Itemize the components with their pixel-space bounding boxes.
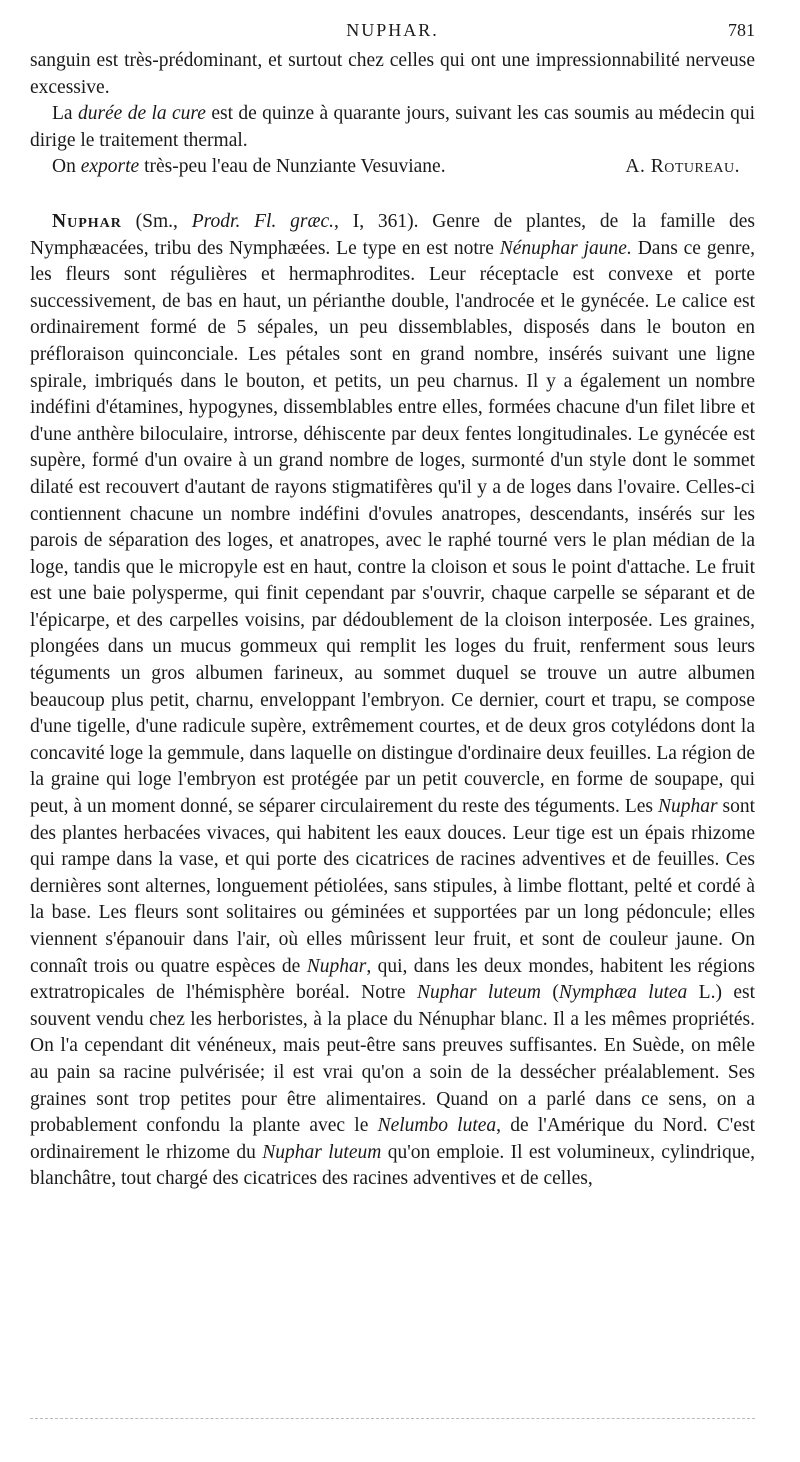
page-bottom-divider	[30, 1418, 755, 1419]
italic-text: Nuphar	[657, 796, 718, 818]
italic-text: Nénuphar jaune.	[499, 237, 632, 259]
text: Dans ce genre, les fleurs sont régulières et hermaphrodites. Leur réceptacle est convexe et porte successivement, de bas en haut, un périanthe double, l'androcée et le gynécée. Le calice est ordinairement formé de 5 sépales, un peu dissemblables, disposés dans le bouton en préfloraison quinconciale. Les pétales sont en grand nombre, insérés suivant une ligne spirale, imbriqués dans le bouton, et petits, un peu charnus. Il y a également un nombre indéfini d'étamines, hypogynes, dissemblables entre elles, formées chacune d'un filet libre et d'une anthère biloculaire, introrse, déhiscente par deux fentes longitudinales. Le gynécée est supère, formé d'un ovaire à un grand nombre de loges, surmonté d'un style dont le sommet dilaté est recouvert d'autant de rayons stigmatifères qu'il y a de loges dans l'ovaire. Celles-ci contiennent chacune un nombre indéfini d'ovules anatropes, descendants, insérés sur les parois de séparation des loges, et anatropes, avec le raphé tourné vers le plan médian de la loge, tandis que le micropyle est en haut, contre la cloison et sous le point d'attache. Le fruit est une baie polysperme, qui finit cependant par s'ouvrir, chaque carpelle se séparant et de l'épicarpe, et des carpelles voisins, par dédoublement de la cloison interposée. Les graines, plongées dans un mucus gommeux qui remplit les loges du fruit, renferment sous leurs téguments un gros albumen farineux, au sommet duquel se trouve un autre albumen beaucoup plus petit, charnu, enveloppant l'embryon. Ce dernier, court et trapu, se compose d'une tigelle, d'une radicule supère, extrêmement courtes, et de deux gros cotylédons dont la concavité loge la gemmule, dans laquelle on distingue d'ordinaire deux feuilles. La région de la graine qui loge l'embryon est protégée par un petit couvercle, en forme de soupape, qui peut, à un moment donné, se séparer circulairement du reste des téguments. Les	[30, 237, 756, 818]
text: On	[52, 156, 81, 178]
page-header	[30, 18, 755, 48]
text: , qui, dans les deux mondes, habitent les régions extratropicales de l'hémisphère boréal. Notre	[30, 955, 755, 1004]
text: L.) est souvent vendu chez les herboristes, à la place du Nénuphar blanc. Il a les mêmes propriétés. On l'a cependant dit vénéneux, mais peut-être sans preuves suffisantes. En Suède, on mêle au pain sa racine pulvérisée; il est vrai qu'on a soin de la dessécher préalablement. Ses graines sont trop petites pour être alimentaires. Quand on a parlé dans ce sens, on a probablement confondu la plante avec le	[30, 982, 755, 1137]
text: , de l'Amérique du Nord. C'est ordinairement le rhizome du	[30, 1115, 755, 1163]
document-page	[30, 18, 755, 1193]
text: La	[52, 103, 78, 125]
italic-text: exporte	[80, 156, 140, 178]
italic-text: durée de la cure	[77, 103, 206, 125]
paragraph	[30, 154, 446, 181]
italic-text: Nuphar luteum	[262, 1141, 382, 1163]
entry-body	[30, 209, 755, 1193]
text: (Sm.,	[121, 210, 192, 232]
paragraph	[30, 101, 755, 154]
text: sont des plantes herbacées vivaces, qui habitent les eaux douces. Leur tige est un épais rhizome qui rampe dans la vase, et qui porte des cicatrices de racines adventives et de feuilles. Ces dernières sont alternes, longuement pétiolées, sans stipules, à limbe flottant, pelté et cordé à la base. Les fleurs sont solitaires ou géminées et supportées par un long pédoncule; elles viennent s'épanouir dans l'air, où elles mûrissent leur fruit, et sont de couleur jaune. On connaît trois ou quatre espèces de	[30, 796, 755, 977]
italic-text: Nelumbo lutea	[377, 1115, 497, 1137]
text: , I, 361). Genre de plantes, de la famille des Nymphæacées, tribu des Nymphæées. Le type en est notre	[30, 210, 755, 259]
author-signature: A. Rotureau.	[625, 156, 740, 178]
signature-row	[30, 154, 755, 181]
previous-article	[30, 48, 755, 181]
text: qu'on emploie. Il est volumineux, cylindrique, blanchâtre, tout chargé des cicatrices des racines adventives et de celles,	[30, 1141, 755, 1190]
page-number: 781	[728, 20, 755, 40]
text: très-peu l'eau de Nunziante Vesuviane.	[139, 156, 446, 178]
text: est de quinze à quarante jours, suivant les cas soumis au médecin qui dirige le traitement thermal.	[30, 103, 755, 151]
italic-text: Prodr. Fl. græc.	[191, 210, 335, 232]
paragraph: sanguin est très-prédominant, et surtout chez celles qui ont une impressionnabilité nerveuse excessive.	[30, 50, 755, 98]
running-title: NUPHAR.	[346, 20, 439, 40]
dictionary-entry	[30, 209, 755, 1193]
italic-text: Nuphar	[306, 955, 367, 977]
italic-text: Nymphæa lutea	[558, 982, 688, 1004]
italic-text: Nuphar luteum	[416, 982, 541, 1004]
text: (	[541, 982, 559, 1004]
entry-headword: Nuphar	[52, 210, 122, 232]
